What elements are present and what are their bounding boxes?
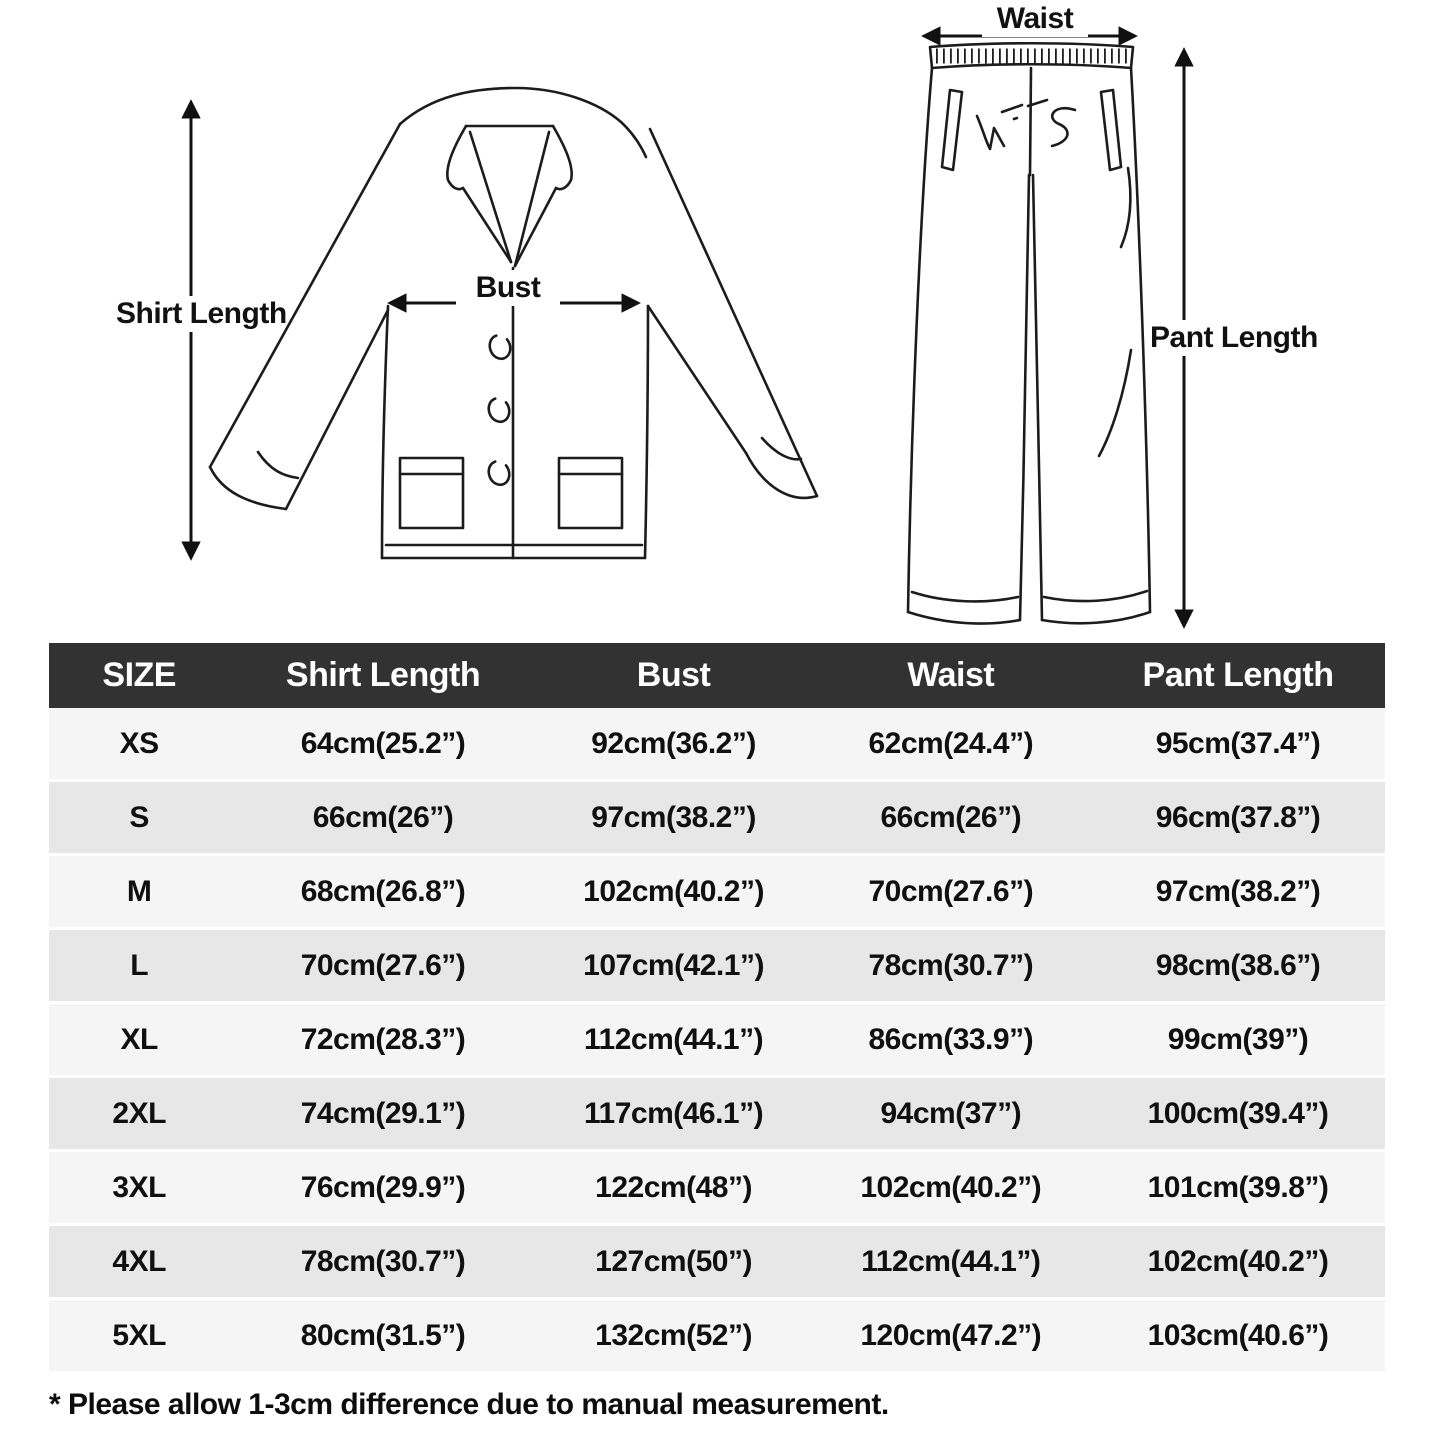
shirt-length-cell: 78cm(30.7”) [300,1244,466,1278]
waist-cell: 62cm(24.4”) [868,726,1034,760]
table-row [49,1004,1385,1078]
table-row [49,782,1385,856]
bust-cell: 92cm(36.2”) [591,726,756,760]
size-cell: 5XL [112,1318,166,1352]
shirt-length-cell: 74cm(29.1”) [300,1096,466,1130]
bust-cell: 107cm(42.1”) [583,948,764,982]
shirt-length-cell: 80cm(31.5”) [300,1318,466,1352]
pant-length-cell: 103cm(40.6”) [1147,1318,1329,1352]
table-row [49,1078,1385,1152]
pant-length-cell: 101cm(39.8”) [1147,1170,1329,1204]
shirt-length-cell: 68cm(26.8”) [300,874,466,908]
bust-label: Bust [456,270,560,306]
shirt-length-cell: 64cm(25.2”) [300,726,466,760]
size-cell: XS [119,726,159,760]
table-row [49,930,1385,1004]
bust-cell: 132cm(52”) [595,1318,752,1352]
bust-cell: 112cm(44.1”) [583,1022,764,1056]
pant-length-cell: 96cm(37.8”) [1155,800,1321,834]
size-table-header [49,643,1385,708]
header-size: SIZE [102,656,176,694]
size-cell: S [129,800,149,834]
header-waist: Waist [907,656,995,694]
waist-cell: 102cm(40.2”) [860,1170,1042,1204]
size-cell: XL [120,1022,158,1056]
bust-cell: 122cm(48”) [595,1170,752,1204]
size-cell: 4XL [112,1244,166,1278]
header-pant-length: Pant Length [1142,656,1334,694]
size-table [49,643,1385,1374]
pajama-pants-drawing [908,43,1150,623]
table-row [49,1152,1385,1226]
bust-cell: 97cm(38.2”) [591,800,756,834]
pant-length-label: Pant Length [1146,320,1312,356]
size-cell: M [126,874,152,908]
pant-length-cell: 99cm(39”) [1167,1022,1309,1056]
table-row [49,856,1385,930]
bust-cell: 117cm(46.1”) [583,1096,764,1130]
waist-cell: 86cm(33.9”) [868,1022,1034,1056]
waist-cell: 94cm(37”) [880,1096,1022,1130]
shirt-length-label: Shirt Length [112,296,272,332]
pant-length-cell: 102cm(40.2”) [1147,1244,1329,1278]
bust-cell: 102cm(40.2”) [583,874,764,908]
shirt-length-cell: 72cm(28.3”) [300,1022,466,1056]
pant-length-cell: 98cm(38.6”) [1155,948,1321,982]
header-shirt-length: Shirt Length [285,656,481,694]
pant-length-cell: 97cm(38.2”) [1155,874,1321,908]
waist-cell: 78cm(30.7”) [868,948,1034,982]
pant-length-cell: 95cm(37.4”) [1155,726,1321,760]
measurement-footnote: * Please allow 1-3cm difference due to manual measurement. [49,1388,889,1421]
shirt-length-cell: 76cm(29.9”) [300,1170,466,1204]
waist-cell: 70cm(27.6”) [868,874,1034,908]
table-row [49,1226,1385,1300]
waist-cell: 112cm(44.1”) [861,1244,1041,1278]
shirt-length-cell: 70cm(27.6”) [300,948,466,982]
size-cell: L [130,948,149,982]
header-bust: Bust [636,656,711,694]
waist-label: Waist [982,1,1088,37]
table-row [49,708,1385,782]
table-row [49,1300,1385,1374]
table-body [49,708,1385,1374]
pant-length-cell: 100cm(39.4”) [1147,1096,1329,1130]
shirt-length-cell: 66cm(26”) [312,800,454,834]
size-cell: 2XL [112,1096,166,1130]
bust-cell: 127cm(50”) [595,1244,752,1278]
waist-cell: 66cm(26”) [880,800,1022,834]
pajama-shirt-drawing [210,88,817,558]
size-cell: 3XL [112,1170,166,1204]
waist-cell: 120cm(47.2”) [860,1318,1042,1352]
